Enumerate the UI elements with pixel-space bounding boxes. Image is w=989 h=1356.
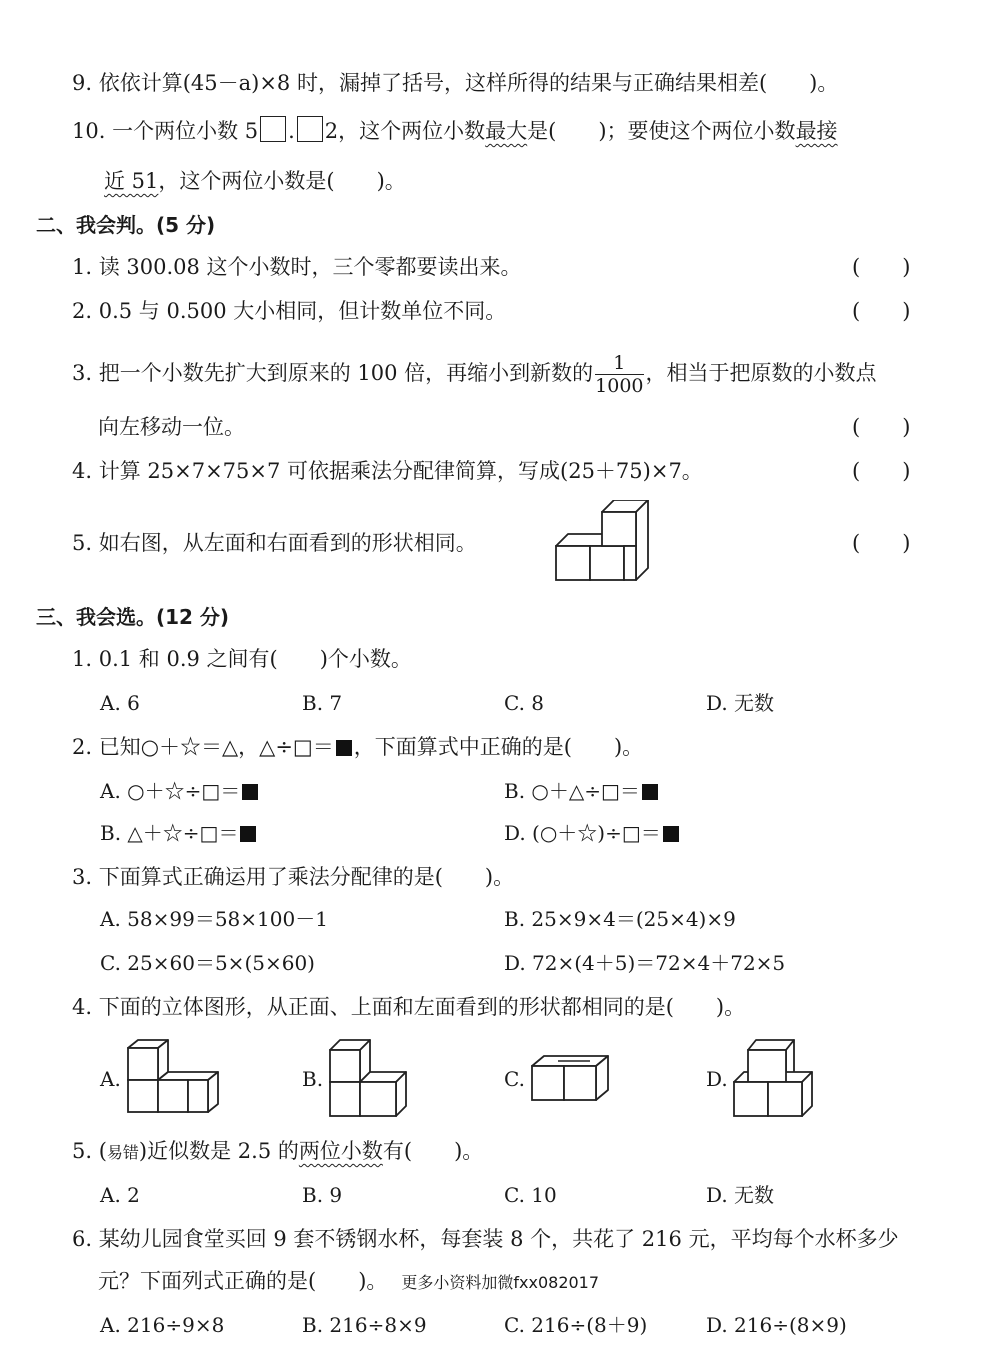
choice-5-part-c: 有( )。 (382, 1139, 484, 1163)
judge-2-answer[interactable]: ( ) (852, 299, 911, 323)
choice-4-option-d[interactable]: D. (706, 1067, 728, 1091)
contact-note: 更多小资料加微fxx082017 (401, 1273, 600, 1292)
q10-part-d: ，这个两位小数是( )。 (158, 169, 406, 193)
choice-1-option-b[interactable]: B. 7 (302, 691, 343, 715)
choice-1-option-d[interactable]: D. 无数 (706, 691, 775, 715)
choice-6-option-a[interactable]: A. 216÷9×8 (100, 1313, 225, 1337)
section-3-title: 三、我会选。(12 分) (36, 605, 230, 629)
fraction-numerator: 1 (595, 352, 643, 375)
q10-wavy-3: 近 51 (104, 169, 159, 193)
q10-wavy-1: 最大 (485, 119, 528, 143)
choice-6-line2 (98, 1266, 599, 1298)
black-square-icon (240, 826, 256, 842)
choice-2 (72, 732, 643, 762)
choice-2-option-c[interactable] (100, 818, 258, 848)
choice-3-option-d[interactable]: D. 72×(4＋5)＝72×4＋72×5 (504, 951, 786, 975)
cube-figure-judge-5 (548, 500, 658, 586)
cube-figure-c (528, 1052, 614, 1104)
q10-part-a: 10. 一个两位小数 5 (72, 119, 259, 143)
choice-5 (72, 1136, 483, 1168)
choice-5-option-b[interactable]: B. 9 (302, 1183, 343, 1207)
digit-box[interactable] (260, 116, 286, 142)
black-square-icon (663, 826, 679, 842)
judge-3-part-a: 3. 把一个小数先扩大到原来的 100 倍，再缩小到新数的 (72, 361, 594, 385)
choice-2-option-c-text: B. △＋☆÷□＝ (100, 821, 239, 845)
choice-3-option-b[interactable]: B. 25×9×4＝(25×4)×9 (504, 907, 736, 931)
fraction-denominator: 1000 (595, 375, 644, 397)
choice-2-option-d-text: D. (○＋☆)÷□＝ (504, 821, 661, 845)
judge-3-line1 (72, 352, 877, 397)
choice-2-part-a: 2. 已知○＋☆＝△，△÷□＝ (72, 735, 334, 759)
choice-5-option-a[interactable]: A. 2 (100, 1183, 140, 1207)
judge-3-part-b: ，相当于把原数的小数点 (645, 361, 877, 385)
q10-part-c: 是( )；要使这个两位小数 (527, 119, 796, 143)
choice-6-option-b[interactable]: B. 216÷8×9 (302, 1313, 427, 1337)
choice-3-option-a[interactable]: A. 58×99＝58×100－1 (100, 907, 328, 931)
judge-1-answer[interactable]: ( ) (852, 255, 911, 279)
choice-6-line1: 6. 某幼儿园食堂买回 9 套不锈钢水杯，每套装 8 个，共花了 216 元，平均每个水杯多少 (72, 1227, 899, 1251)
q10-part-b: 2，这个两位小数 (324, 119, 486, 143)
judge-5: 5. 如右图，从左面和右面看到的形状相同。 (72, 531, 477, 555)
choice-2-part-b: ，下面算式中正确的是( )。 (353, 735, 644, 759)
choice-4-option-a[interactable]: A. (100, 1067, 121, 1091)
cube-figure-a (124, 1038, 224, 1118)
black-square-icon (642, 784, 658, 800)
choice-5-part-b: )近似数是 2.5 的 (138, 1139, 299, 1163)
choice-2-option-a[interactable] (100, 776, 260, 806)
q10-line2 (104, 166, 406, 196)
choice-6-option-d[interactable]: D. 216÷(8×9) (706, 1313, 847, 1337)
judge-4-answer[interactable]: ( ) (852, 459, 911, 483)
choice-3-option-c[interactable]: C. 25×60＝5×(5×60) (100, 951, 315, 975)
choice-6-part-b: 元？下面列式正确的是( )。 (98, 1269, 388, 1293)
cube-figure-b (326, 1036, 412, 1122)
choice-5-option-d[interactable]: D. 无数 (706, 1183, 775, 1207)
judge-4: 4. 计算 25×7×75×7 可依据乘法分配律简算，写成(25＋75)×7。 (72, 459, 703, 483)
judge-3-line2: 向左移动一位。 (98, 415, 245, 439)
digit-box[interactable] (297, 116, 323, 142)
fraction (595, 352, 643, 397)
choice-5-option-c[interactable]: C. 10 (504, 1183, 557, 1207)
choice-4: 4. 下面的立体图形，从正面、上面和左面看到的形状都相同的是( )。 (72, 995, 746, 1019)
judge-3-answer[interactable]: ( ) (852, 415, 911, 439)
choice-6-option-c[interactable]: C. 216÷(8＋9) (504, 1313, 648, 1337)
choice-5-part-a: 5. ( (72, 1139, 107, 1163)
choice-2-option-b-text: B. ○＋△÷□＝ (504, 779, 640, 803)
choice-2-option-a-text: A. ○＋☆÷□＝ (100, 779, 241, 803)
black-square-icon (336, 740, 352, 756)
judge-2: 2. 0.5 与 0.500 大小相同，但计数单位不同。 (72, 299, 507, 323)
judge-5-answer[interactable]: ( ) (852, 531, 911, 555)
choice-1-option-c[interactable]: C. 8 (504, 691, 545, 715)
choice-1-option-a[interactable]: A. 6 (100, 691, 140, 715)
q10-wavy-2: 最接 (795, 119, 838, 143)
error-prone-tag: 易错 (106, 1143, 139, 1162)
black-square-icon (242, 784, 258, 800)
choice-4-option-c[interactable]: C. (504, 1067, 525, 1091)
section-2-title: 二、我会判。(5 分) (36, 213, 216, 237)
judge-1: 1. 读 300.08 这个小数时，三个零都要读出来。 (72, 255, 522, 279)
choice-4-option-b[interactable]: B. (302, 1067, 324, 1091)
cube-figure-d (730, 1036, 820, 1122)
choice-3: 3. 下面算式正确运用了乘法分配律的是( )。 (72, 865, 515, 889)
choice-2-option-d[interactable] (504, 818, 681, 848)
q10-line1: 10. 一个两位小数 5 . 2，这个两位小数最大是( )；要使这个两位小数最接 (72, 116, 838, 146)
choice-2-option-b[interactable] (504, 776, 660, 806)
choice-5-wavy: 两位小数 (298, 1139, 383, 1163)
choice-1: 1. 0.1 和 0.9 之间有( )个小数。 (72, 647, 412, 671)
q9-text: 9. 依依计算(45－a)×8 时，漏掉了括号，这样所得的结果与正确结果相差( )。 (72, 71, 839, 95)
